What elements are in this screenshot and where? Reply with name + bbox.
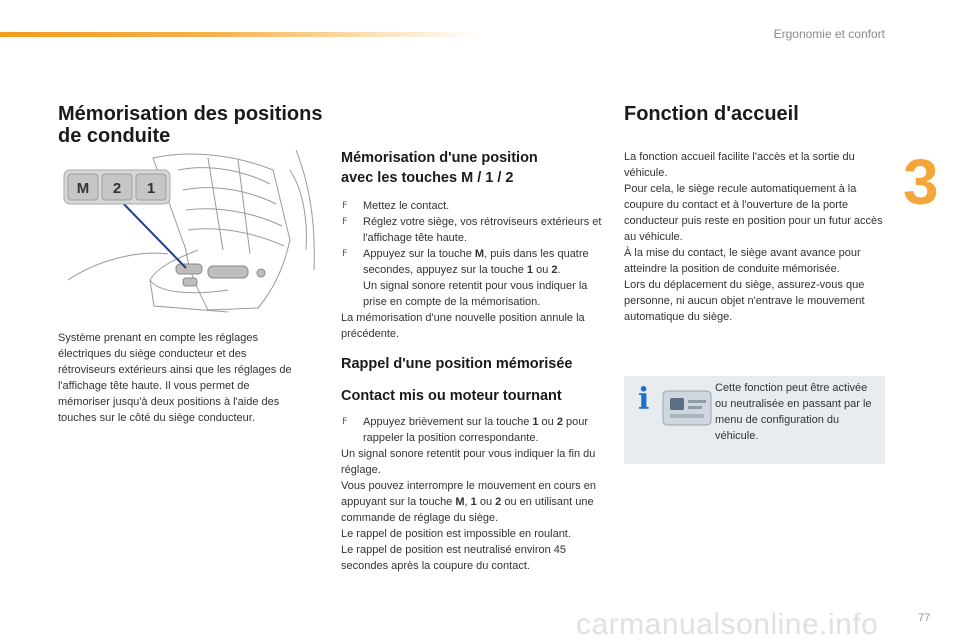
left-description-block	[58, 330, 293, 426]
neutralized-note: Le rappel de position est neutralisé environ 45 secondes après la coupure du contact.	[341, 544, 567, 572]
seat-side-controls	[176, 264, 265, 286]
accueil-p3: À la mise du contact, le siège avant avance pour atteindre la position de conduite mémorisée.	[624, 247, 861, 275]
step-adjust: F Réglez votre siège, vos rétroviseurs extérieurs et l'affichage tête haute.	[341, 214, 603, 246]
page-number: 77	[918, 612, 931, 624]
recall-steps	[341, 414, 603, 446]
impossible-note: Le rappel de position est impossible en roulant.	[341, 528, 571, 540]
step-signal-note: Un signal sonore retentit pour vous indiquer la prise en compte de la mémorisation.	[363, 280, 588, 308]
step-press: F Appuyez sur la touche M, puis dans les quatre secondes, appuyez sur la touche 1 ou 2. Un signal sonore retentit pour vous indiquer la prise en compte de la mémorisation.	[341, 246, 603, 310]
seat-illustration	[58, 150, 320, 315]
recall-signal: Un signal sonore retentit pour vous indiquer la fin du réglage.	[341, 448, 596, 476]
memory-button-m: M	[76, 180, 90, 197]
system-description: Système prenant en compte les réglages électriques du siège conducteur et des rétroviseurs extérieurs ainsi que les réglages de l'affichage tête haute. Il vous permet de mémoriser jusqu'à deux positions à l'aide des touches sur le côté du siège conducteur.	[58, 332, 292, 424]
pointer-line	[118, 198, 186, 268]
left-column	[58, 103, 328, 147]
interrupt-note: Vous pouvez interrompre le mouvement en cours en appuyant sur la touche M, 1 ou 2 ou en utilisant une commande de réglage du siège.	[341, 480, 596, 524]
info-icon: i	[638, 382, 650, 417]
info-box	[624, 376, 885, 464]
memory-button-2: 2	[112, 180, 122, 197]
accueil-text	[624, 149, 886, 325]
right-column	[624, 103, 886, 325]
memorize-title: Mémorisation d'une position avec les touches M / 1 / 2	[341, 150, 538, 186]
chapter-color-bar	[0, 32, 480, 37]
chapter-title: Ergonomie et confort	[773, 27, 885, 41]
step-contact: F Mettez le contact.	[341, 198, 603, 214]
memorize-steps	[341, 198, 603, 310]
middle-column	[341, 148, 603, 574]
info-text: Cette fonction peut être activée ou neutralisée en passant par le menu de configuration du véhicule.	[715, 382, 872, 442]
accueil-p2: Pour cela, le siège recule automatiquement à la coupure du contact et à l'ouverture de la porte conducteur puis reste en position pour un futur accès au véhicule.	[624, 183, 883, 243]
contact-title: Contact mis ou moteur tournant	[341, 388, 562, 404]
replace-note: La mémorisation d'une nouvelle position annule la précédente.	[341, 312, 585, 340]
recall-title: Rappel d'une position mémorisée	[341, 356, 573, 372]
section-title-accueil: Fonction d'accueil	[624, 103, 799, 125]
memory-buttons-panel	[64, 170, 170, 204]
section-title-memorisation: Mémorisation des positions de conduite	[58, 103, 323, 147]
recall-step: F Appuyez brièvement sur la touche 1 ou 2 pour rappeler la position correspondante.	[341, 414, 603, 446]
watermark: carmanualsonline.info	[576, 608, 879, 641]
config-menu-icon	[662, 390, 712, 426]
accueil-p1: La fonction accueil facilite l'accès et la sortie du véhicule.	[624, 151, 855, 179]
memory-button-1: 1	[146, 180, 156, 197]
chapter-number: 3	[903, 146, 939, 218]
accueil-p4: Lors du déplacement du siège, assurez-vous que personne, ni aucun objet n'entrave le mouvement automatique du siège.	[624, 279, 865, 323]
